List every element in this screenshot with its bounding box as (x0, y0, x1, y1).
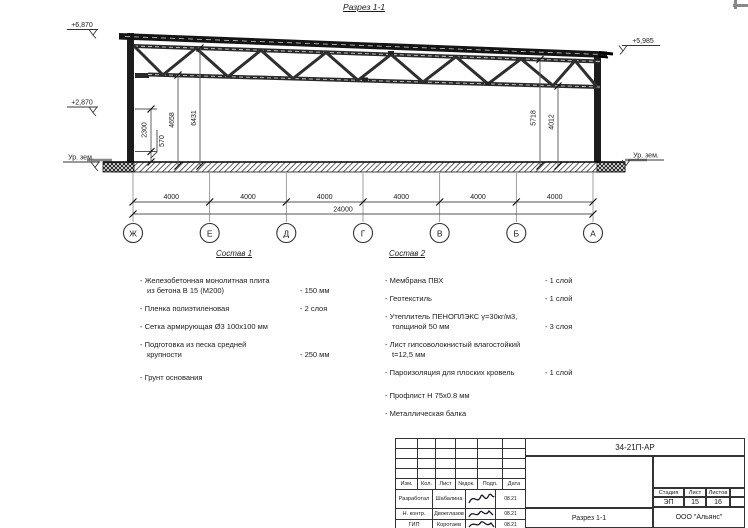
col-ndok: №док. (456, 479, 478, 490)
sheets-header: Листов (706, 488, 730, 497)
signature-scribble (467, 519, 495, 528)
dim-label-5718: 5718 (530, 110, 538, 126)
list-item: - Мембрана ПВХ - 1 слой (385, 276, 573, 285)
dim-label-2300: 2300 (141, 122, 149, 138)
dim-label-total: 24000 (333, 206, 353, 214)
sheet-number: 15 (684, 497, 706, 507)
signature (466, 490, 496, 509)
layer-count: - 3 слоя (545, 322, 573, 331)
sostav1-title: Состав 1 (216, 249, 253, 258)
list-item: - Пароизоляция для плоских кровель - 1 слой (385, 368, 573, 377)
col-list: Лист (436, 479, 456, 490)
dim-label-bay: 4000 (316, 194, 333, 201)
list-item: - Геотекстиль - 1 слой (385, 294, 573, 303)
sign-date: 08.21 (496, 490, 526, 509)
vertical-dimensions (135, 48, 558, 166)
dim-label-4658: 4658 (169, 112, 176, 128)
layer-count: - 1 слой (545, 368, 573, 377)
empty-cell (525, 456, 653, 508)
sign-date: 08.21 (496, 520, 526, 528)
axis-label: В (436, 228, 443, 239)
layer-count: - 1 слой (545, 276, 573, 285)
revision-table (395, 438, 526, 528)
sheets-total: 16 (706, 497, 730, 507)
dim-label-bay: 4000 (470, 194, 486, 201)
list-item: - Утеплитель ПЕНОПЛЭКС γ=30кг/м3, толщиной 50 мм - 3 слоя (385, 312, 573, 331)
list-item: - Подготовка из песка средней крупности - 250 мм (140, 340, 330, 359)
sheet-header: Лист (684, 488, 706, 497)
layer-count: - 1 слой (545, 294, 573, 303)
sostav1-list (140, 249, 375, 391)
page-title: Разрез 1-1 (342, 2, 386, 12)
empty-cell (730, 488, 745, 497)
col-kol: Кол. (418, 479, 436, 490)
wall-right (594, 52, 601, 163)
list-item: - Сетка армирующая Ø3 100х100 мм (140, 322, 268, 331)
person-name: Шабалина (433, 490, 466, 509)
axis-label: Г (360, 228, 366, 239)
list-item: - Грунт основания (140, 373, 203, 382)
col-izm: Изм. (396, 479, 418, 490)
dim-label-4012: 4012 (548, 114, 556, 130)
revision-header-row (396, 479, 526, 490)
layer-thickness: - 2 слоя (300, 304, 328, 313)
stage-value: ЭП (653, 497, 684, 507)
axis-label: А (590, 228, 596, 239)
role: Разработал (396, 490, 433, 509)
dim-label-bay: 4000 (393, 194, 410, 201)
title-block (395, 438, 745, 528)
dim-label-6431: 6431 (191, 110, 198, 126)
dim-label-570: 570 (159, 135, 166, 147)
dim-label-bay: 4000 (240, 194, 256, 201)
stage-header: Стадия (653, 488, 684, 497)
person-name: Коротаев (433, 520, 466, 528)
company-name-cell: ООО "Альянс" (653, 507, 745, 528)
list-item: - Лист гипсоволокнистый влагостойкий t=12,5 мм (385, 340, 521, 359)
person-name: Двоеглазов (433, 509, 466, 520)
signature-row (396, 490, 526, 509)
col-podp: Подп. (478, 479, 503, 490)
signature-scribble (467, 490, 495, 508)
col-data: Дата (503, 479, 526, 490)
dim-label-bay: 4000 (163, 194, 180, 201)
list-item: - Железобетонная монолитная плита из бетона В 15 (М200) - 150 мм (140, 276, 330, 295)
dimension-ticks (148, 45, 562, 170)
bottom-dimension-chain (130, 173, 597, 222)
list-item: - Профлист Н 75х0.8 мм (385, 391, 470, 400)
layer-thickness: - 150 мм (300, 286, 330, 295)
empty-cell (730, 497, 745, 507)
signature-row (396, 520, 526, 528)
axis-label: Ж (129, 228, 137, 239)
axis-label: Б (513, 228, 520, 239)
doc-number-cell: 34-21П-АР (525, 438, 745, 456)
layer-thickness: - 250 мм (300, 350, 330, 359)
signature (466, 520, 496, 528)
sostav2-list (385, 249, 630, 427)
role: Н. контр. (396, 509, 433, 520)
elevation-label-left-mid: +2,870 (71, 99, 93, 107)
sign-date: 08.21 (496, 509, 526, 520)
elevation-label-right-top: +5,985 (632, 38, 654, 45)
elevation-label-left-top: +6,870 (71, 22, 93, 29)
axis-label: Е (206, 228, 213, 239)
elevation-label-left-ground: Ур. зем. (68, 154, 94, 162)
axis-bubbles (124, 224, 603, 243)
dim-label-bay: 4000 (546, 194, 563, 201)
wall-left (127, 33, 134, 163)
floor-slab (87, 160, 647, 172)
role: ГИП (396, 520, 433, 528)
signature-row (396, 509, 526, 520)
list-item: - Металлическая балка (385, 409, 467, 418)
drawing-title-cell: Разрез 1-1 (525, 508, 653, 528)
empty-cell (653, 456, 745, 488)
axis-label: Д (283, 228, 290, 239)
sostav2-title: Состав 2 (389, 249, 426, 258)
elevation-label-right-ground: Ур. зем. (633, 152, 659, 160)
list-item: - Пленка полиэтиленовая - 2 слоя (140, 304, 328, 313)
